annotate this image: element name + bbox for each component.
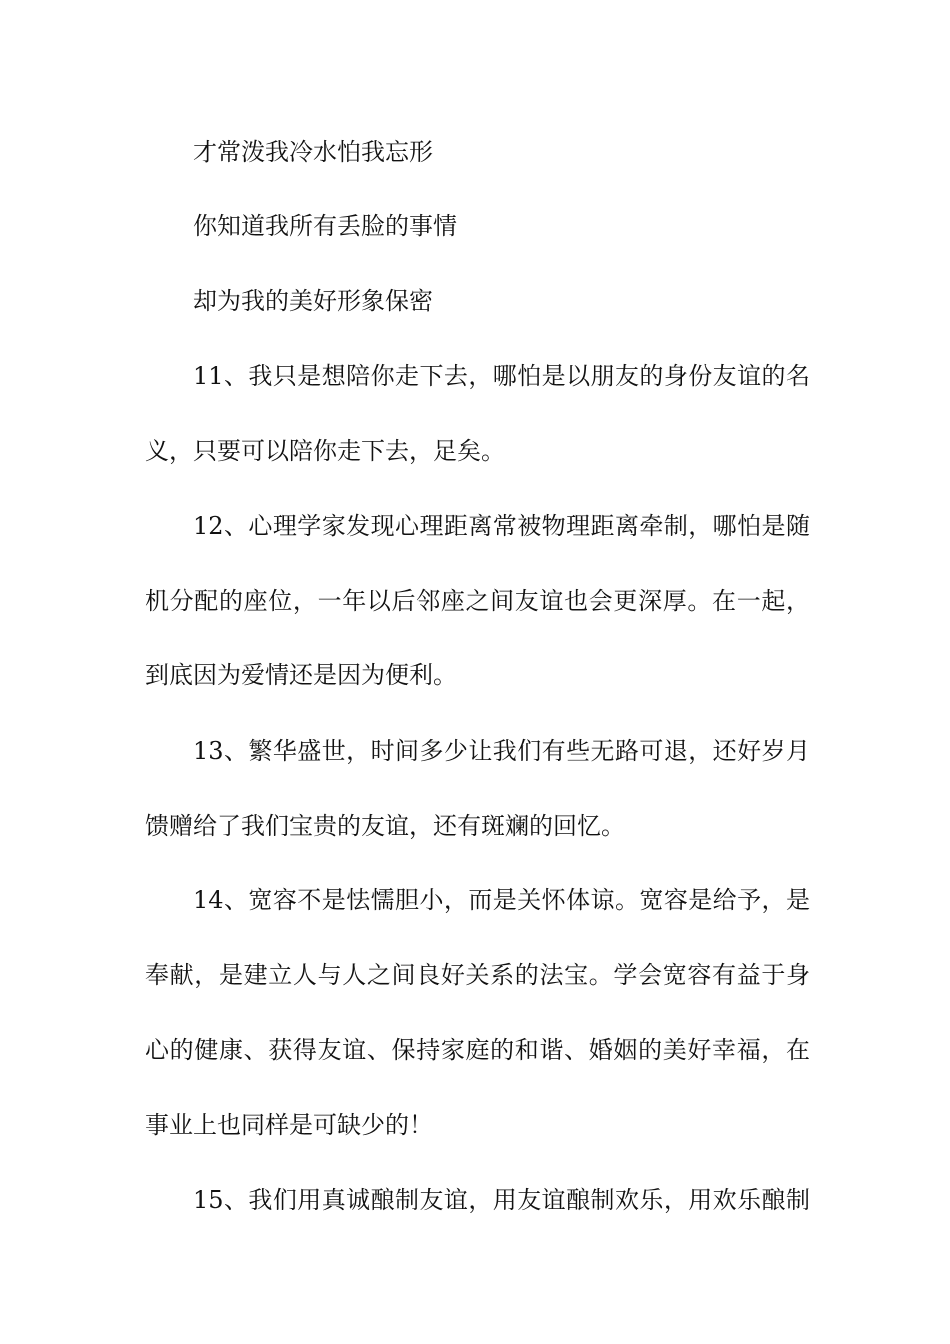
text-line: 11、我只是想陪你走下去，哪怕是以朋友的身份友谊的名 bbox=[193, 362, 810, 390]
text-line: 13、繁华盛世，时间多少让我们有些无路可退，还好岁月 bbox=[193, 737, 810, 765]
text-line: 事业上也同样是可缺少的！ bbox=[145, 1111, 433, 1139]
text-line: 才常泼我冷水怕我忘形 bbox=[193, 138, 433, 166]
text-line: 你知道我所有丢脸的事情 bbox=[193, 212, 457, 240]
text-line: 机分配的座位，一年以后邻座之间友谊也会更深厚。在一起， bbox=[145, 587, 810, 615]
text-line: 心的健康、获得友谊、保持家庭的和谐、婚姻的美好幸福，在 bbox=[145, 1036, 810, 1064]
text-line: 馈赠给了我们宝贵的友谊，还有斑斓的回忆。 bbox=[145, 812, 625, 840]
text-line: 奉献，是建立人与人之间良好关系的法宝。学会宽容有益于身 bbox=[145, 961, 810, 989]
text-line: 14、宽容不是怯懦胆小，而是关怀体谅。宽容是给予，是 bbox=[193, 886, 810, 914]
text-line: 到底因为爱情还是因为便利。 bbox=[145, 661, 457, 689]
text-line: 却为我的美好形象保密 bbox=[193, 287, 433, 315]
text-line: 15、我们用真诚酿制友谊，用友谊酿制欢乐，用欢乐酿制 bbox=[193, 1186, 810, 1214]
text-line: 义，只要可以陪你走下去，足矣。 bbox=[145, 437, 505, 465]
text-line: 12、心理学家发现心理距离常被物理距离牵制，哪怕是随 bbox=[193, 512, 810, 540]
